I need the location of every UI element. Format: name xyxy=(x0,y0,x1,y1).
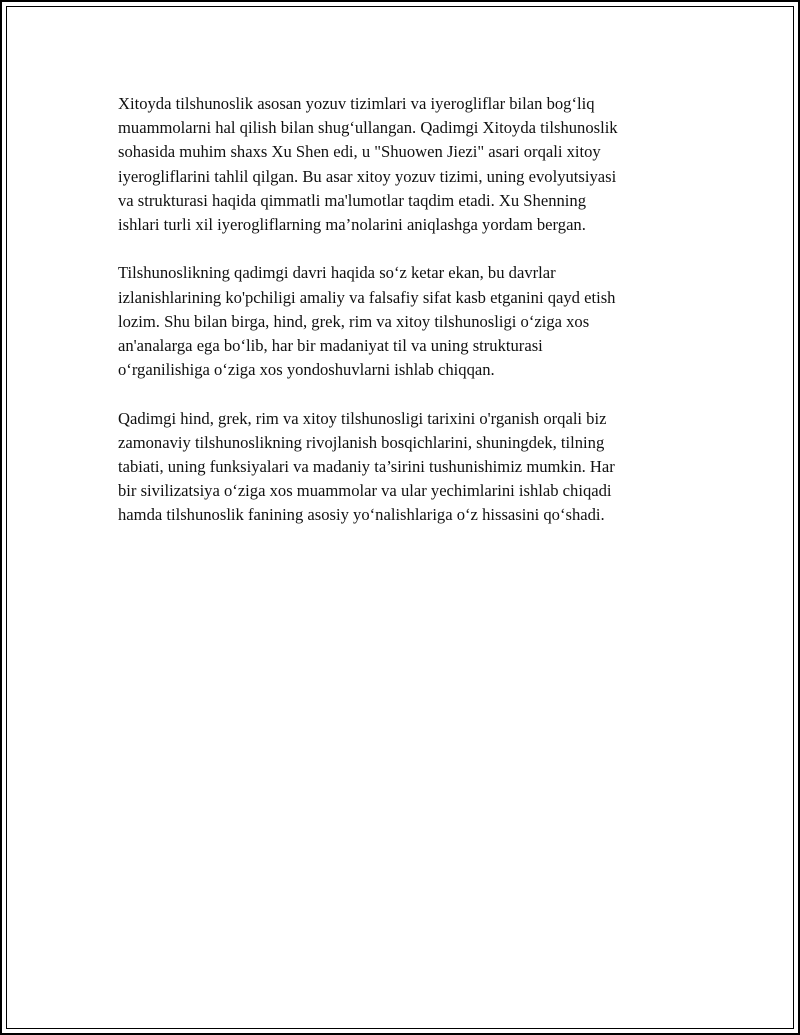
text-line: tabiati, uning funksiyalari va madaniy ta’sirini tushunishimiz mumkin. Har xyxy=(118,457,615,477)
paragraph-1 xyxy=(118,92,678,237)
paragraph-2 xyxy=(118,261,678,382)
text-line: va strukturasi haqida qimmatli ma'lumotlar taqdim etadi. Xu Shenning xyxy=(118,190,586,210)
text-line: hamda tilshunoslik fanining asosiy yo‘nalishlariga o‘z hissasini qo‘shadi. xyxy=(118,505,605,525)
text-line: sohasida muhim shaxs Xu Shen edi, u "Shuowen Jiezi" asari orqali xitoy xyxy=(118,142,601,162)
text-line: an'analarga ega bo‘lib, har bir madaniyat til va uning strukturasi xyxy=(118,336,543,356)
paragraph-3 xyxy=(118,407,678,528)
text-line: bir sivilizatsiya o‘ziga xos muammolar va ular yechimlarini ishlab chiqadi xyxy=(118,481,612,501)
text-line: lozim. Shu bilan birga, hind, grek, rim va xitoy tilshunosligi o‘ziga xos xyxy=(118,311,590,331)
document-body xyxy=(118,92,678,552)
text-line: iyerogliflarini tahlil qilgan. Bu asar xitoy yozuv tizimi, uning evolyutsiyasi xyxy=(118,166,617,186)
text-line: izlanishlarining ko'pchiligi amaliy va falsafiy sifat kasb etganini qayd etish xyxy=(118,287,616,307)
text-line: o‘rganilishiga o‘ziga xos yondoshuvlarni ishlab chiqqan. xyxy=(118,360,495,380)
text-line: muammolarni hal qilish bilan shug‘ullangan. Qadimgi Xitoyda tilshunoslik xyxy=(118,118,618,138)
text-line: Xitoyda tilshunoslik asosan yozuv tizimlari va iyerogliflar bilan bog‘liq xyxy=(118,94,595,113)
text-line: Tilshunoslikning qadimgi davri haqida so‘z ketar ekan, bu davrlar xyxy=(118,263,556,283)
text-line: ishlari turli xil iyerogliflarning ma’nolarini aniqlashga yordam bergan. xyxy=(118,215,586,235)
text-line: zamonaviy tilshunoslikning rivojlanish bosqichlarini, shuningdek, tilning xyxy=(118,432,605,452)
text-line: Qadimgi hind, grek, rim va xitoy tilshunosligi tarixini o'rganish orqali biz xyxy=(118,408,607,428)
